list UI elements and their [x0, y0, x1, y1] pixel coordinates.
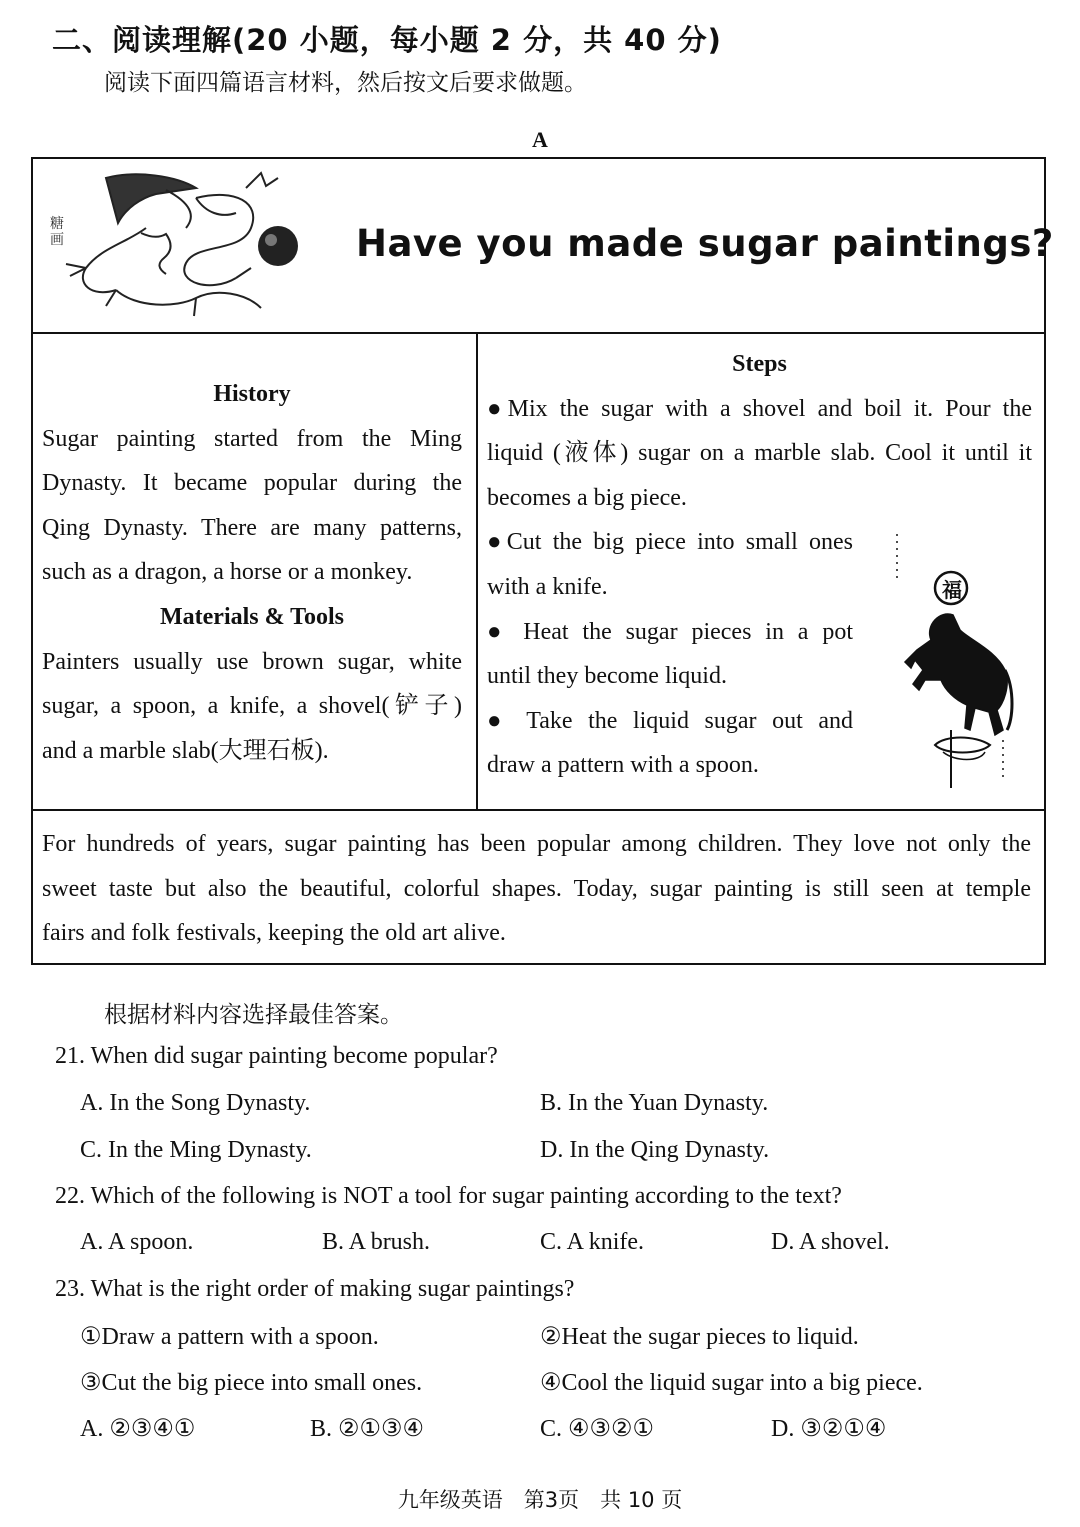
history-line: Dynasty. It became popular during the — [42, 470, 462, 497]
step-line: with a knife. — [487, 573, 608, 600]
step-line: ● Take the liquid sugar out and — [487, 707, 853, 734]
horse-illustration — [885, 530, 1020, 792]
question-23-option-a[interactable]: A. ②③④① — [80, 1416, 196, 1442]
step-line: ●Mix the sugar with a shovel and boil it. Pour the — [487, 395, 1032, 422]
step-line: until they become liquid. — [487, 663, 727, 690]
history-line: such as a dragon, a horse or a monkey. — [42, 559, 413, 586]
step-line: liquid (液体) sugar on a marble slab. Cool it until it — [487, 440, 1032, 467]
question-22-option-a[interactable]: A. A spoon. — [80, 1229, 194, 1255]
materials-heading: Materials & Tools — [160, 603, 344, 630]
materials-line: and a marble slab(大理石板). — [42, 737, 329, 764]
step-line: becomes a big piece. — [487, 484, 687, 511]
passage-conclusion — [42, 822, 1031, 956]
history-column — [42, 372, 462, 773]
step-line: ● Heat the sugar pieces in a pot — [487, 618, 853, 645]
question-21-option-c[interactable]: C. In the Ming Dynasty. — [80, 1137, 312, 1163]
question-23-step-1: ①Draw a pattern with a spoon. — [80, 1324, 379, 1350]
step-line: ●Cut the big piece into small ones — [487, 529, 853, 556]
page-footer: 九年级英语 第3页 共 10 页 — [397, 1488, 683, 1512]
fu-character: 福 — [942, 578, 962, 602]
steps-heading: Steps — [732, 351, 787, 377]
question-23-step-2: ②Heat the sugar pieces to liquid. — [540, 1324, 859, 1350]
question-23-step-3: ③Cut the big piece into small ones. — [80, 1370, 423, 1396]
question-22-option-c[interactable]: C. A knife. — [540, 1229, 645, 1255]
conclusion-line: sweet taste but also the beautiful, colorful shapes. Today, sugar painting is still seen at temple — [42, 875, 1031, 902]
history-line: Qing Dynasty. There are many patterns, — [42, 514, 462, 541]
question-23-stem: 23. What is the right order of making sugar paintings? — [55, 1276, 575, 1302]
history-line: Sugar painting started from the Ming — [42, 425, 462, 452]
question-22-option-b[interactable]: B. A brush. — [322, 1229, 431, 1255]
history-heading: History — [213, 381, 291, 407]
step-line: draw a pattern with a spoon. — [487, 752, 759, 779]
question-21-stem: 21. When did sugar painting become popular? — [55, 1043, 498, 1069]
divider — [476, 332, 478, 809]
question-23-option-c[interactable]: C. ④③②① — [540, 1416, 655, 1442]
passage-headline: Have you made sugar paintings? — [356, 222, 1054, 265]
materials-line: Painters usually use brown sugar, white — [42, 648, 462, 675]
section-title: 二、阅读理解(20 小题，每小题 2 分，共 40 分) — [52, 23, 722, 57]
dragon-illustration — [46, 168, 306, 322]
passage-label: A — [532, 127, 548, 152]
question-23-option-d[interactable]: D. ③②①④ — [771, 1416, 887, 1442]
question-22-stem: 22. Which of the following is NOT a tool for sugar painting according to the text? — [55, 1183, 842, 1209]
materials-line: sugar, a spoon, a knife, a shovel(铲子) — [42, 693, 462, 720]
question-21-option-b[interactable]: B. In the Yuan Dynasty. — [540, 1090, 769, 1116]
conclusion-line: fairs and folk festivals, keeping the old art alive. — [42, 920, 506, 947]
divider — [33, 332, 1044, 334]
section-instruction: 阅读下面四篇语言材料，然后按文后要求做题。 — [104, 70, 587, 96]
questions-instruction: 根据材料内容选择最佳答案。 — [104, 1002, 403, 1028]
question-23-option-b[interactable]: B. ②①③④ — [310, 1416, 425, 1442]
question-23-step-4: ④Cool the liquid sugar into a big piece. — [540, 1370, 923, 1396]
conclusion-line: For hundreds of years, sugar painting has been popular among children. They love not only the — [42, 831, 1031, 857]
divider — [33, 809, 1044, 811]
question-21-option-a[interactable]: A. In the Song Dynasty. — [80, 1090, 311, 1116]
question-21-option-d[interactable]: D. In the Qing Dynasty. — [540, 1137, 770, 1163]
seal-text: 糖画 — [50, 216, 64, 248]
question-22-option-d[interactable]: D. A shovel. — [771, 1229, 890, 1255]
